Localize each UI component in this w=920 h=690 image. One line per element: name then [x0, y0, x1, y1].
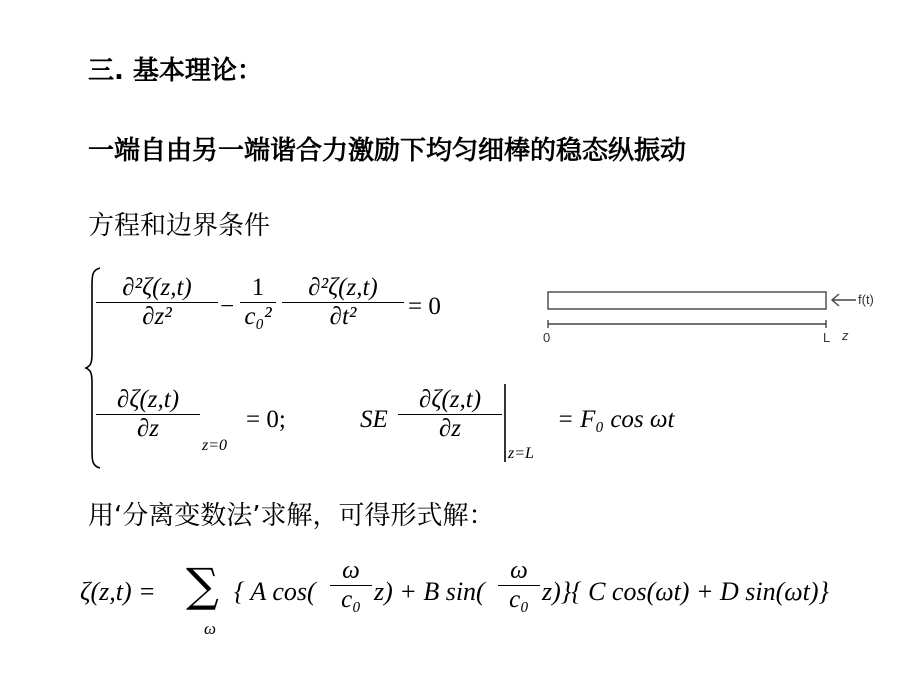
bc2-rhs: = F₀ cos ωt: [557, 406, 675, 433]
rod: [548, 292, 826, 309]
summation-index: ω: [204, 619, 217, 638]
coef-num: 1: [251, 274, 265, 301]
wave-den-2: ∂t²: [282, 302, 404, 331]
bc1-evaluation: z=0: [202, 437, 228, 454]
bc2-num: ∂ζ(z,t): [418, 386, 482, 413]
subtitle: 一端自由另一端谐合力激励下均匀细棒的稳态纵振动: [88, 136, 687, 166]
bc2-evaluation: z=L: [508, 445, 534, 462]
freq-num-1: ω: [342, 557, 360, 584]
frequency-fraction-2: [498, 557, 540, 614]
evaluation-bar: [503, 384, 507, 462]
bc2-derivative: [398, 386, 502, 443]
origin-label: 0: [543, 330, 551, 345]
bc2-prefix: SE: [360, 406, 388, 433]
bc2-den: ∂z: [398, 414, 502, 443]
freq-den-2: c₀: [498, 585, 540, 614]
bc1-rhs: = 0;: [246, 406, 286, 433]
end-label: L: [823, 330, 831, 345]
wave-num-2: ∂²ζ(z,t): [308, 274, 378, 301]
bc1-num: ∂ζ(z,t): [116, 386, 180, 413]
bc1-derivative: [96, 386, 200, 443]
minus-sign: −: [220, 293, 235, 320]
summation-sign: ∑: [186, 558, 219, 612]
solution-part-3: z)}{ C cos(ωt) + D sin(ωt)}: [542, 577, 829, 606]
section-title: 三. 基本理论：: [88, 56, 263, 86]
wave-term-1: [96, 274, 218, 331]
solution-part-2: z) + B sin(: [374, 577, 485, 606]
solution-lhs: ζ(z,t) =: [80, 577, 156, 606]
wave-term-2: [282, 274, 404, 331]
coef-den: c₀²: [240, 302, 276, 331]
wave-den-1: ∂z²: [96, 302, 218, 331]
bc1-den: ∂z: [96, 414, 200, 443]
axis-label: z: [842, 328, 849, 343]
force-arrow-icon: [830, 290, 858, 310]
rod-diagram: [540, 284, 830, 352]
wave-num-1: ∂²ζ(z,t): [122, 274, 192, 301]
coefficient: [240, 274, 276, 331]
equations-label: 方程和边界条件: [88, 211, 271, 241]
frequency-fraction-1: [330, 557, 372, 614]
freq-den-1: c₀: [330, 585, 372, 614]
solution-part-1: { A cos(: [234, 577, 316, 606]
freq-num-2: ω: [510, 557, 528, 584]
equals-zero: = 0: [408, 293, 441, 320]
force-label: f(t): [858, 292, 874, 307]
solution-label: 用‘分离变数法’求解，可得形式解：: [88, 501, 495, 531]
